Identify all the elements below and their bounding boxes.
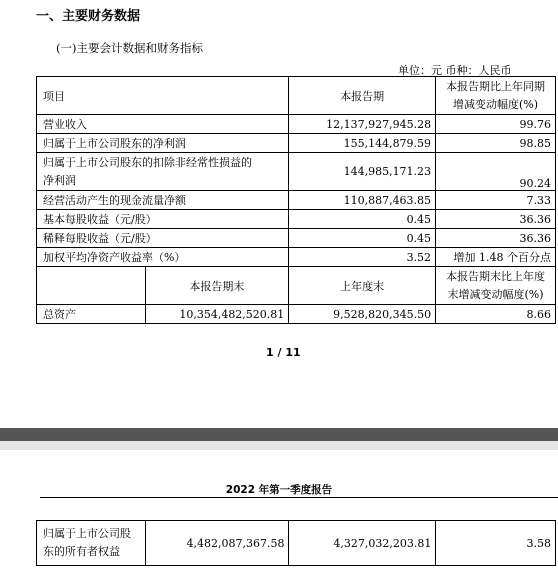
row-change: 99.76 <box>436 115 556 134</box>
row-prior-value: 4,327,032,203.81 <box>289 521 436 566</box>
table-row <box>37 153 556 191</box>
table-row <box>37 134 556 153</box>
financial-data-table-continued <box>36 520 556 566</box>
row-value: 155,144,879.59 <box>289 134 436 153</box>
table-row <box>37 210 556 229</box>
row-end-value: 4,482,087,367.58 <box>145 521 289 566</box>
report-running-title: 2022 年第一季度报告 <box>225 484 333 496</box>
row-label: 稀释每股收益（元/股） <box>37 229 289 248</box>
page-number: 1 / 11 <box>266 346 301 359</box>
page-divider <box>0 428 558 441</box>
table-subheader-row <box>37 267 556 305</box>
table-header-row <box>37 77 556 115</box>
row-label: 总资产 <box>37 305 146 324</box>
row-value: 144,985,171.23 <box>289 153 436 191</box>
row-label: 加权平均净资产收益率（%） <box>37 248 289 267</box>
financial-data-table <box>36 76 556 324</box>
header-change-2: 本报告期末比上年度 末增减变动幅度(%) <box>436 267 556 305</box>
empty-cell <box>37 267 146 305</box>
row-change: 90.24 <box>436 153 556 191</box>
row-label: 经营活动产生的现金流量净额 <box>37 191 289 210</box>
row-change: 8.66 <box>436 305 556 324</box>
row-label: 归属于上市公司股东的扣除非经常性损益的 净利润 <box>37 153 289 191</box>
table-row <box>37 229 556 248</box>
row-value: 12,137,927,945.28 <box>289 115 436 134</box>
row-value: 0.45 <box>289 229 436 248</box>
table-row <box>37 305 556 324</box>
row-end-value: 10,354,482,520.81 <box>145 305 289 324</box>
row-label: 基本每股收益（元/股） <box>37 210 289 229</box>
row-value: 3.52 <box>289 248 436 267</box>
row-change: 36.36 <box>436 229 556 248</box>
row-change: 7.33 <box>436 191 556 210</box>
section-heading: 一、主要财务数据 <box>36 9 141 24</box>
header-end: 本报告期末 <box>145 267 289 305</box>
row-prior-value: 9,528,820,345.50 <box>289 305 436 324</box>
header-prior: 上年度末 <box>289 267 436 305</box>
row-change: 98.85 <box>436 134 556 153</box>
row-value: 110,887,463.85 <box>289 191 436 210</box>
table-row <box>37 521 556 566</box>
subsection-heading: (一)主要会计数据和财务指标 <box>56 41 203 55</box>
row-change: 36.36 <box>436 210 556 229</box>
row-label: 归属于上市公司股 东的所有者权益 <box>37 521 146 566</box>
row-change: 3.58 <box>436 521 556 566</box>
header-change: 本报告期比上年同期 增减变动幅度(%) <box>436 77 556 115</box>
page-divider-shadow <box>0 441 558 450</box>
header-rule <box>40 497 558 498</box>
row-value: 0.45 <box>289 210 436 229</box>
row-change: 增加 1.48 个百分点 <box>436 248 556 267</box>
header-period: 本报告期 <box>289 77 436 115</box>
table-row <box>37 248 556 267</box>
row-label: 归属于上市公司股东的净利润 <box>37 134 289 153</box>
table-row <box>37 191 556 210</box>
header-item: 项目 <box>37 77 289 115</box>
row-label: 营业收入 <box>37 115 289 134</box>
table-row <box>37 115 556 134</box>
unit-currency-line: 单位：元 币种：人民币 <box>398 64 512 77</box>
